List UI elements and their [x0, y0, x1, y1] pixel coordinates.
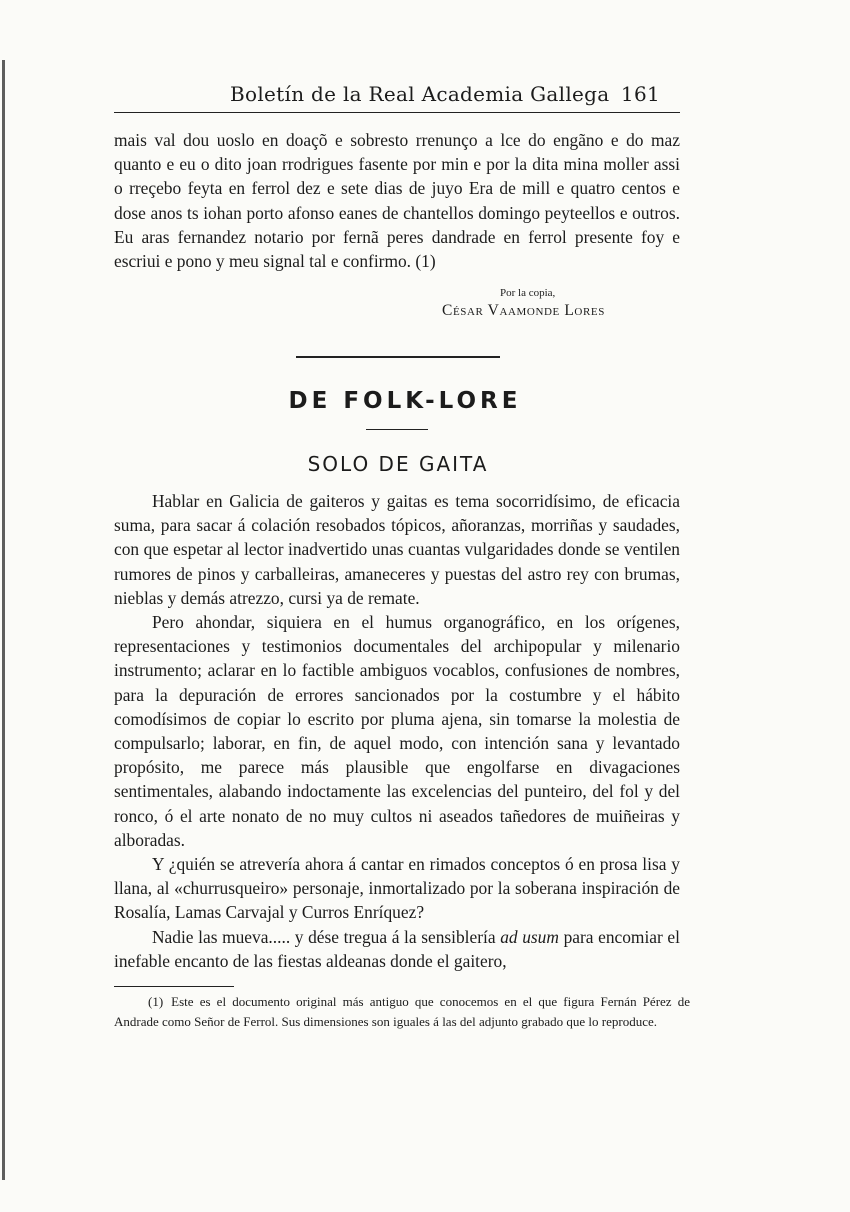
article-paragraph-2: Pero ahondar, siquiera en el humus organográfico, en los orígenes, representaciones y testimonios documentales del archipopular y milenario instrumento; aclarar en lo factible ambiguos vocablos, confusiones de nombres, para la depuración de errores sancionados por la costumbre y el hábito comodísimos de copiar lo escrito por pluma ajena, sin tomarse la molestia de compulsarlo; laborar, en fin, de aquel modo, con intención sana y levantado propósito, me parece más plausible que engolfarse en divagaciones sentimentales, alabando indoctamente las excelencias del punteiro, del fol y del ronco, ó el arte nonato de no muy cultos ni aseados tañedores de muiñeiras y alboradas. — [114, 612, 680, 850]
copy-note: Por la copia, — [500, 287, 556, 299]
transcription-paragraph: mais val dou uoslo en doaçõ e sobresto rrenunço a lce do engãno e do maz quanto e eu o dito joan rrodrigues fasente por min e por la dita mina moller assi o rreçebo feyta en ferrol dez e sete dias de juyo Era de mill e quatro centos e dose anos ts iohan porto afonso eanes de chantellos domingo peyteellos e outros. Eu aras fernandez notario por fernã peres dandrade en ferrol presente foy e escriui e pono y meu signal tal e confirmo. (1) — [114, 130, 680, 272]
document-transcription — [114, 128, 680, 273]
latin-phrase: ad usum — [500, 926, 559, 947]
article-title: SOLO DE GAITA — [307, 452, 489, 476]
page-number: 161 — [620, 82, 660, 106]
section-title: DE FOLK-LORE — [288, 388, 522, 414]
title-underline — [366, 429, 428, 430]
article-paragraph-3: Y ¿quién se atrevería ahora á cantar en rimados conceptos ó en prosa lisa y llana, al «churrusqueiro» personaje, inmortalizado por la soberana inspiración de Rosalía, Lamas Carvajal y Curros Enríquez? — [114, 854, 680, 923]
section-separator — [296, 356, 500, 358]
page-binding-edge — [2, 60, 5, 1180]
article-paragraph-4 — [114, 925, 680, 973]
running-header — [230, 82, 660, 106]
author-signature: César Vaamonde Lores — [442, 302, 605, 319]
footnote-text: Este es el documento original más antiguo que conocemos en el que figura Fernán Pérez de Andrade como Señor de Ferrol. Sus dimensiones son iguales á las del adjunto grabado que lo reproduce. — [114, 994, 690, 1029]
header-rule — [114, 112, 680, 113]
footnote — [114, 992, 690, 1032]
paragraph-4-end: para encomiar el inefable encanto de las fiestas aldeanas donde el gaitero, — [114, 926, 680, 971]
article-paragraph-1: Hablar en Galicia de gaiteros y gaitas es tema socorridísimo, de eficacia suma, para sacar á colación resobados tópicos, añoranzas, morriñas y saudades, con que espetar al lector inadvertido unas cuantas vulgaridades donde se ventilen rumores de pinos y carballeiras, amaneceres y puestas del astro rey con brumas, nieblas y demás atrezzo, cursi ya de remate. — [114, 491, 680, 608]
article-body — [114, 489, 680, 973]
paragraph-4-start: Nadie las mueva..... y dése tregua á la sensiblería — [152, 926, 496, 947]
footnote-rule — [114, 986, 234, 987]
journal-title: Boletín de la Real Academia Gallega — [230, 82, 610, 106]
footnote-marker: (1) — [148, 994, 164, 1009]
